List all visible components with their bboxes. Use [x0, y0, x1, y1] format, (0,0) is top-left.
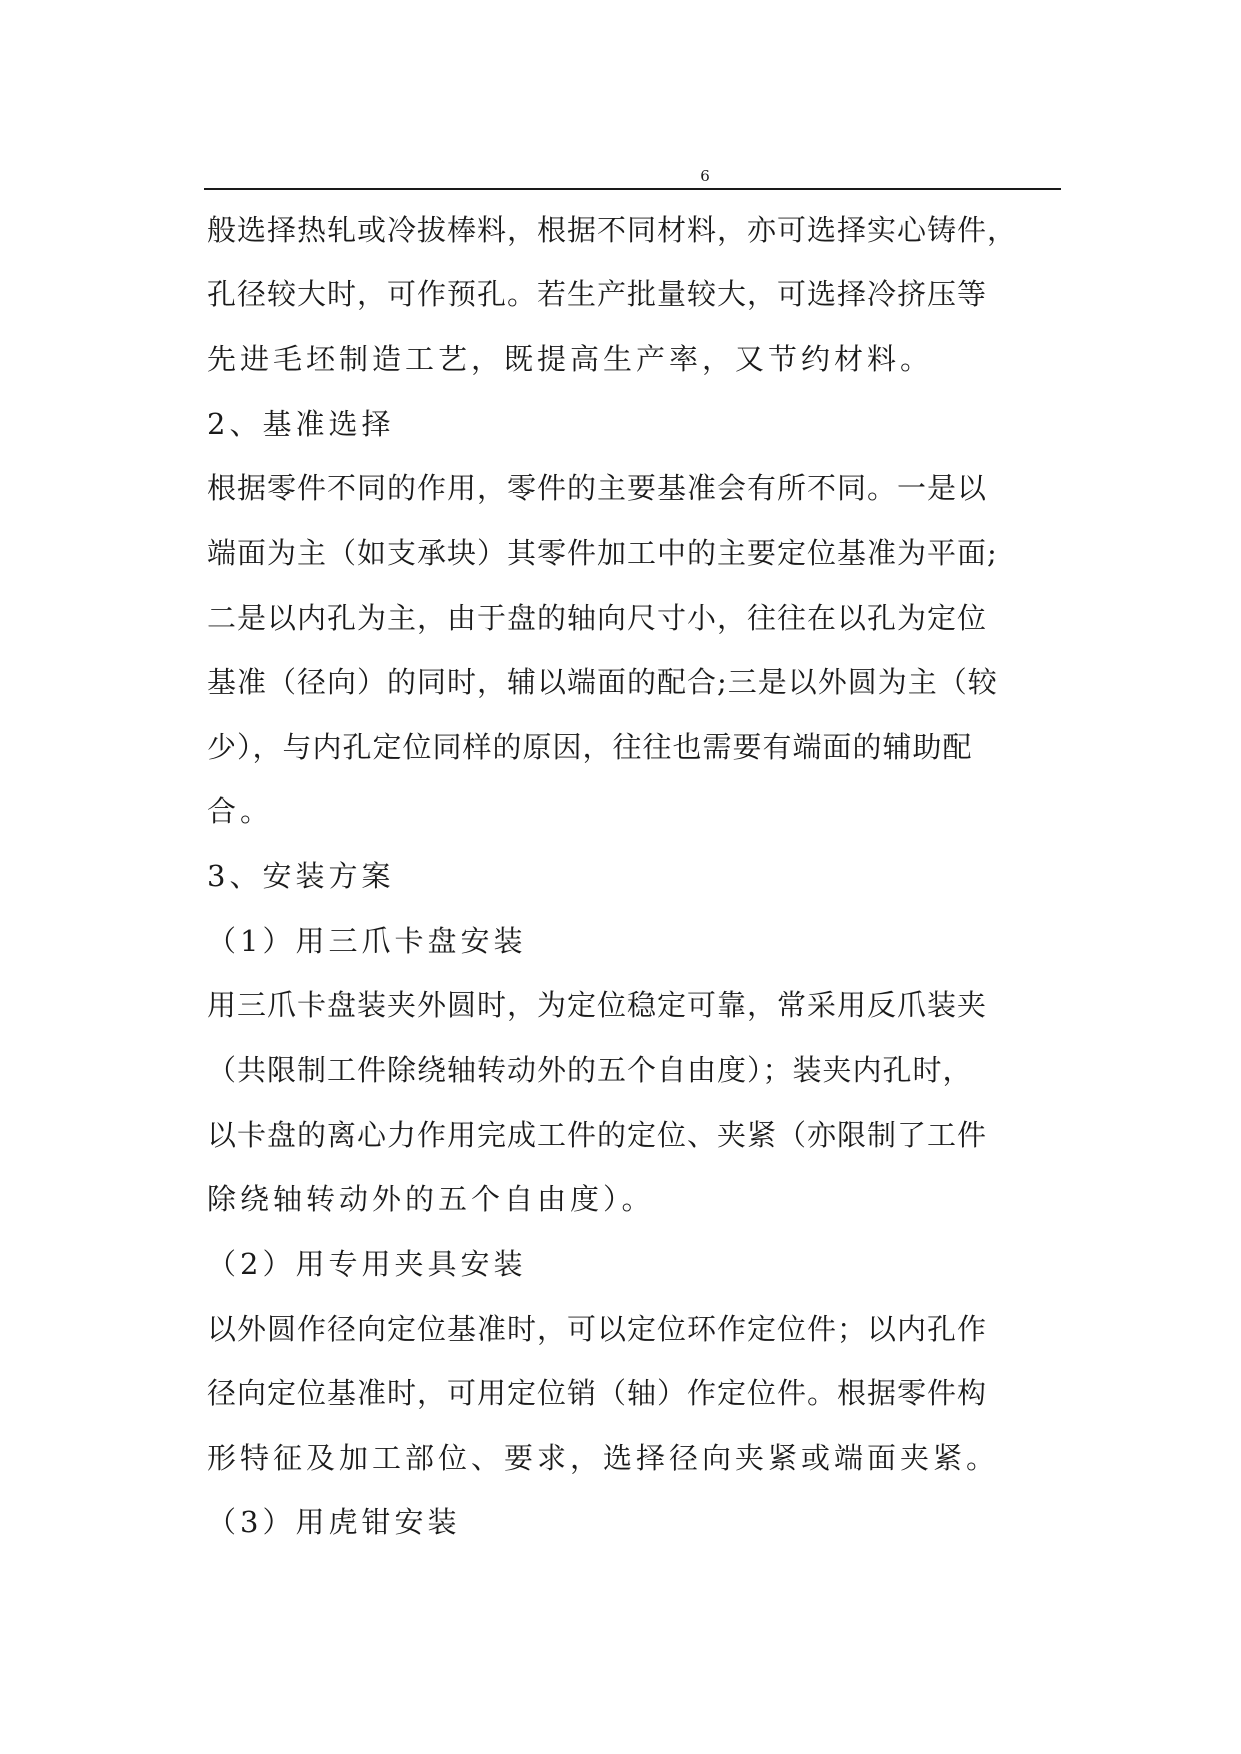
body-line: 少），与内孔定位同样的原因，往往也需要有端面的辅助配 [207, 730, 973, 764]
body-line: 形特征及加工部位、要求，选择径向夹紧或端面夹紧。 [207, 1441, 1000, 1475]
body-line: 用三爪卡盘装夹外圆时，为定位稳定可靠，常采用反爪装夹 [207, 988, 988, 1022]
body-line: 合。 [207, 794, 274, 828]
body-line: 孔径较大时，可作预孔。若生产批量较大，可选择冷挤压等 [207, 277, 988, 311]
subsection-heading: （3）用虎钳安装 [207, 1505, 461, 1539]
subsection-heading: （2）用专用夹具安装 [207, 1247, 527, 1281]
subsection-heading: （1）用三爪卡盘安装 [207, 924, 527, 958]
body-line: 般选择热轧或冷拔棒料，根据不同材料，亦可选择实心铸件， [207, 213, 1018, 247]
body-line: 以外圆作径向定位基准时，可以定位环作定位件；以内孔作 [207, 1312, 988, 1346]
body-line: 二是以内孔为主，由于盘的轴向尺寸小，往往在以孔为定位 [207, 601, 988, 635]
body-line: 根据零件不同的作用，零件的主要基准会有所不同。一是以 [207, 471, 988, 505]
body-line: 径向定位基准时，可用定位销（轴）作定位件。根据零件构 [207, 1376, 988, 1410]
body-line: 基准（径向）的同时，辅以端面的配合;三是以外圆为主（较 [207, 665, 998, 699]
body-line: 先进毛坯制造工艺，既提高生产率，又节约材料。 [207, 342, 934, 376]
page-number: 6 [700, 167, 710, 185]
body-line: 除绕轴转动外的五个自由度）。 [207, 1182, 655, 1216]
body-line: 以卡盘的离心力作用完成工件的定位、夹紧（亦限制了工件 [207, 1118, 988, 1152]
section-heading: 2、基准选择 [207, 407, 395, 441]
header-rule [204, 188, 1061, 190]
section-heading: 3、安装方案 [207, 859, 395, 893]
body-line: （共限制工件除绕轴转动外的五个自由度）；装夹内孔时， [207, 1053, 973, 1087]
body-line: 端面为主（如支承块）其零件加工中的主要定位基准为平面; [207, 536, 998, 570]
